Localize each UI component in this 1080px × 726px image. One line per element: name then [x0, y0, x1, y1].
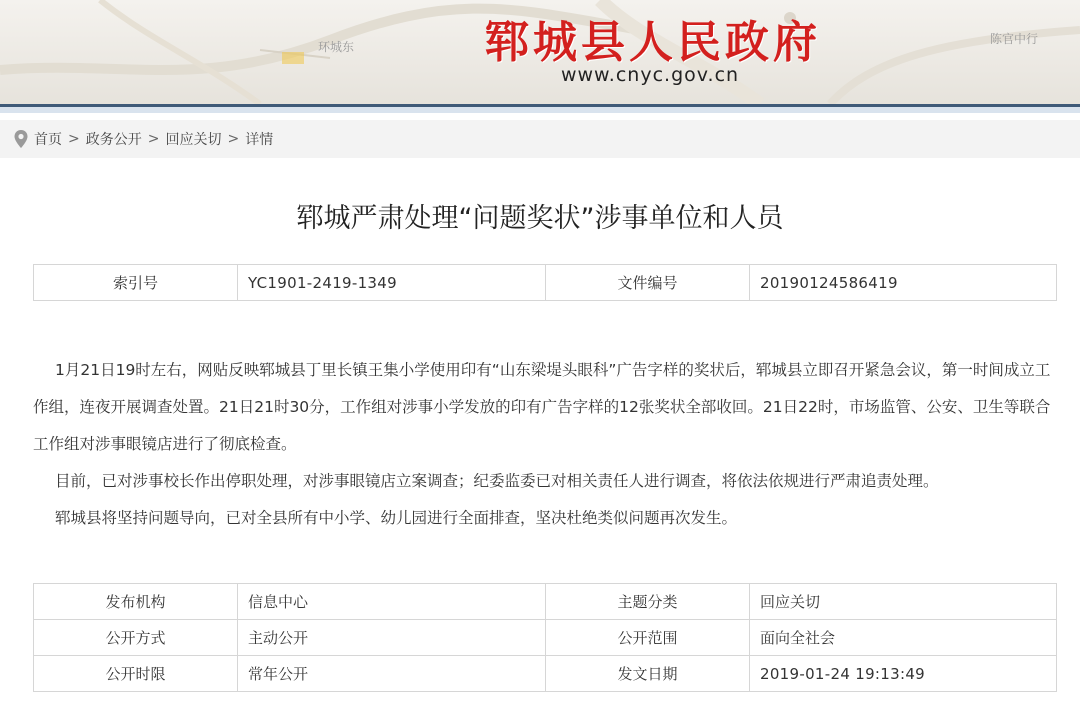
disclosure-scope-label: 公开范围	[546, 620, 750, 656]
map-place-label: 环城东	[318, 40, 355, 54]
breadcrumb-response[interactable]: 回应关切	[165, 132, 222, 148]
table-row	[34, 265, 1057, 301]
table-row	[34, 656, 1057, 692]
index-number-label: 索引号	[34, 265, 238, 301]
breadcrumb-separator: >	[227, 131, 240, 147]
document-number-label: 文件编号	[546, 265, 750, 301]
site-banner	[0, 0, 1080, 104]
issue-date-label: 发文日期	[546, 656, 750, 692]
disclosure-method-value: 主动公开	[238, 620, 546, 656]
article-paragraph: 1月21日19时左右，网贴反映郓城县丁里长镇王集小学使用印有“山东梁堤头眼科”广告字样的奖状后，郓城县立即召开紧急会议，第一时间成立工作组，连夜开展调查处置。21日21时30分，工作组对涉事小学发放的印有广告字样的12张奖状全部收回。21日22时，市场监管、公安、卫生等联合工作组对涉事眼镜店进行了彻底检查。	[33, 361, 1051, 453]
document-number-value: 20190124586419	[750, 265, 1057, 301]
disclosure-period-value: 常年公开	[238, 656, 546, 692]
disclosure-method-label: 公开方式	[34, 620, 238, 656]
article-paragraph: 目前，已对涉事校长作出停职处理，对涉事眼镜店立案调查；纪委监委已对相关责任人进行调查，将依法依规进行严肃追责处理。	[55, 472, 939, 490]
publication-info-table	[33, 583, 1057, 692]
breadcrumb	[0, 120, 1080, 158]
breadcrumb-home[interactable]: 首页	[34, 132, 62, 148]
disclosure-period-label: 公开时限	[34, 656, 238, 692]
article-title: 郓城严肃处理“问题奖状”涉事单位和人员	[296, 203, 784, 234]
publisher-value: 信息中心	[238, 584, 546, 620]
breadcrumb-gov-affairs[interactable]: 政务公开	[85, 132, 142, 148]
map-place-label: 陈官中行	[990, 32, 1039, 46]
topic-label: 主题分类	[546, 584, 750, 620]
publisher-label: 发布机构	[34, 584, 238, 620]
breadcrumb-separator: >	[147, 131, 160, 147]
banner-divider-light	[0, 107, 1080, 113]
topic-value: 回应关切	[750, 584, 1057, 620]
disclosure-scope-value: 面向全社会	[750, 620, 1057, 656]
breadcrumb-separator: >	[68, 131, 80, 147]
table-row	[34, 584, 1057, 620]
breadcrumb-current: 详情	[245, 132, 274, 148]
article-paragraph: 郓城县将坚持问题导向，已对全县所有中小学、幼儿园进行全面排查，坚决杜绝类似问题再次发生。	[55, 509, 738, 527]
site-title: 郓城县人民政府	[485, 17, 821, 68]
site-url: www.cnyc.gov.cn	[560, 64, 740, 86]
index-table	[33, 264, 1057, 301]
table-row	[34, 620, 1057, 656]
index-number-value: YC1901-2419-1349	[238, 265, 546, 301]
issue-date-value: 2019-01-24 19:13:49	[750, 656, 1057, 692]
article-body	[33, 352, 1055, 537]
location-pin-icon	[14, 130, 28, 148]
